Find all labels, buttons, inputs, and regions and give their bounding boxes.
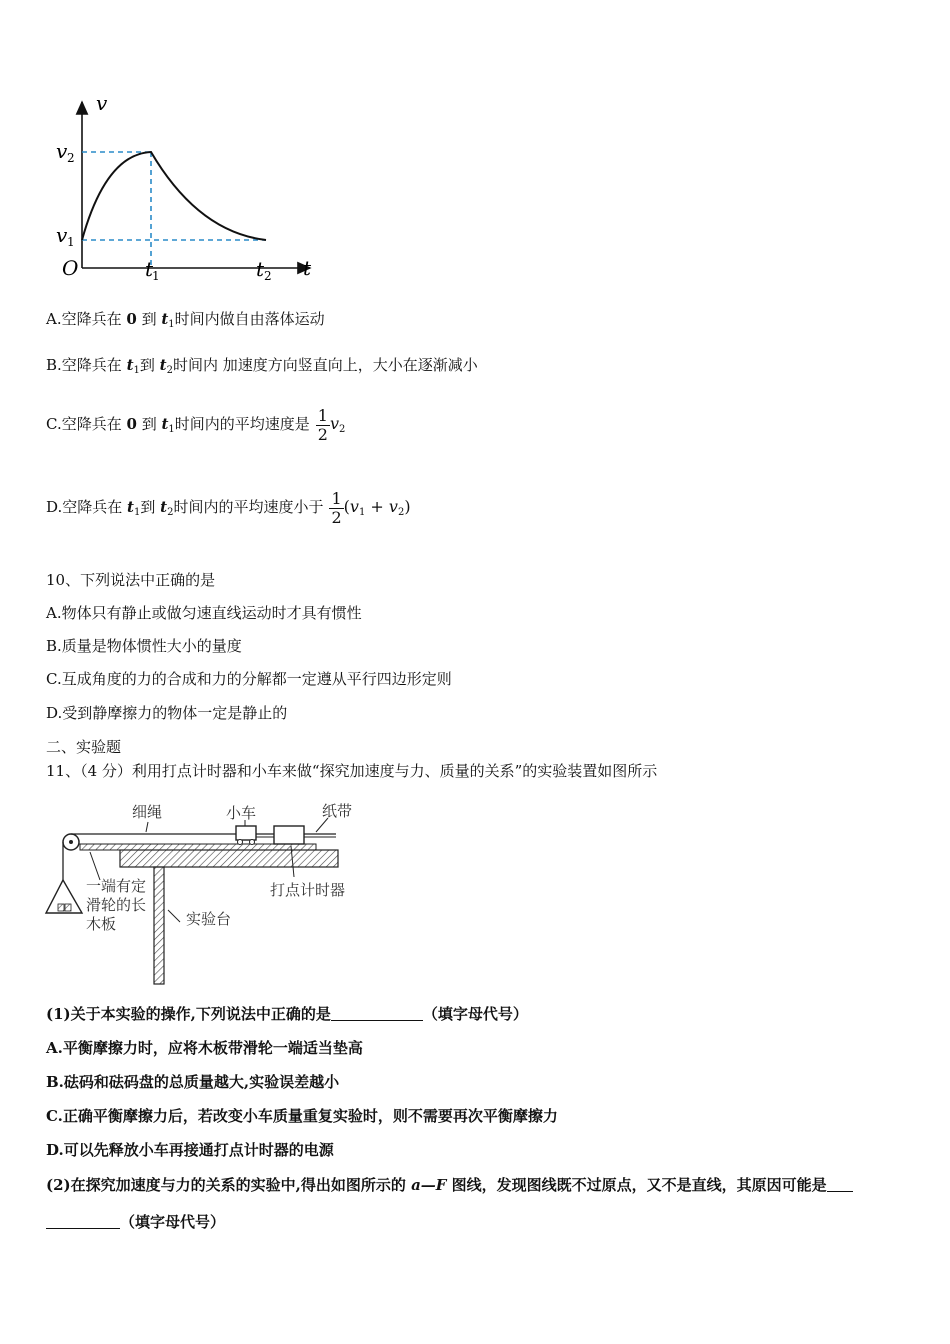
label-tape: 纸带 <box>322 802 353 820</box>
cart <box>236 826 256 840</box>
t1-label: t <box>145 257 154 281</box>
x-axis-label: t <box>303 256 312 280</box>
q9-option-b: B.空降兵在 $t_1$到 $t_2$时间内 加速度方向竖直向上，大小在逐渐减小 <box>46 356 478 376</box>
q9-option-c: C.空降兵在 0 到 $t_1$时间内的平均速度是 $\frac{1}{2}$ $v_2$ <box>46 405 346 444</box>
v1-label-sub: 1 <box>67 235 75 249</box>
q11-option-a: A.平衡摩擦力时，应将木板带滑轮一端适当垫高 <box>46 1039 363 1057</box>
origin-label: O <box>62 256 79 280</box>
q9-option-a: A.空降兵在 0 到 $t_1$时间内做自由落体运动 <box>46 310 325 330</box>
t1-label-sub: 1 <box>152 269 160 283</box>
table-top <box>120 850 338 867</box>
y-axis-label: v <box>96 92 108 115</box>
q10-option-d: D.受到静摩擦力的物体一定是静止的 <box>46 704 288 722</box>
q11-option-c: C.正确平衡摩擦力后，若改变小车质量重复实验时，则不需要再次平衡摩擦力 <box>46 1107 558 1125</box>
label-cart: 小车 <box>226 804 257 822</box>
t2-label: t <box>256 257 265 281</box>
q10-option-c: C.互成角度的力的合成和力的分解都一定遵从平行四边形定则 <box>46 670 452 688</box>
q10-option-a: A.物体只有静止或做匀速直线运动时才具有惯性 <box>46 604 362 622</box>
label-table: 实验台 <box>186 910 232 928</box>
label-rope: 细绳 <box>132 803 163 821</box>
q11-option-b: B.砝码和砝码盘的总质量越大,实验误差越小 <box>46 1073 340 1091</box>
answer-blank <box>331 1006 423 1021</box>
fraction-one-half: $\frac{1}{2}$ <box>317 405 328 444</box>
label-board-line1: 一端有定 <box>86 877 147 895</box>
v2-label-sub: 2 <box>67 151 75 165</box>
long-board <box>80 844 316 850</box>
q11-stem: 11、（4 分）利用打点计时器和小车来做“探究加速度与力、质量的关系”的实验装置如图所示 <box>46 762 658 780</box>
label-board-line3: 木板 <box>86 915 117 933</box>
q10-option-b: B.质量是物体惯性大小的量度 <box>46 637 242 655</box>
v1-label: v <box>56 223 68 247</box>
v2-label: v <box>56 139 68 163</box>
velocity-time-graph <box>48 92 328 287</box>
section-heading: 二、实验题 <box>46 738 122 756</box>
q11-part1: (1)关于本实验的操作,下列说法中正确的是 （填字母代号） <box>46 1005 528 1023</box>
q9-option-d: D.空降兵在 $t_1$到 $t_2$时间内的平均速度小于 $\frac{1}{2}$ $(v_1 + v_2)$ <box>46 488 411 527</box>
answer-blank <box>46 1214 120 1229</box>
t2-label-sub: 2 <box>264 269 272 283</box>
experiment-apparatus-diagram <box>40 792 380 992</box>
velocity-curve <box>82 152 266 240</box>
answer-blank <box>827 1177 853 1192</box>
q11-part2-cont: （填字母代号） <box>46 1212 225 1232</box>
q11-part2: (2)在探究加速度与力的关系的实验中,得出如图所示的 a—F 图线，发现图线既不过原点，又不是直线，其原因可能是 <box>46 1175 853 1195</box>
q11-option-d: D.可以先释放小车再接通打点计时器的电源 <box>46 1141 334 1159</box>
label-timer: 打点计时器 <box>270 881 346 899</box>
fraction-one-half: $\frac{1}{2}$ <box>331 488 342 527</box>
table-leg <box>154 867 164 984</box>
dot-timer <box>274 826 304 844</box>
label-board-line2: 滑轮的长 <box>86 896 147 914</box>
q10-stem: 10、下列说法中正确的是 <box>46 571 216 589</box>
